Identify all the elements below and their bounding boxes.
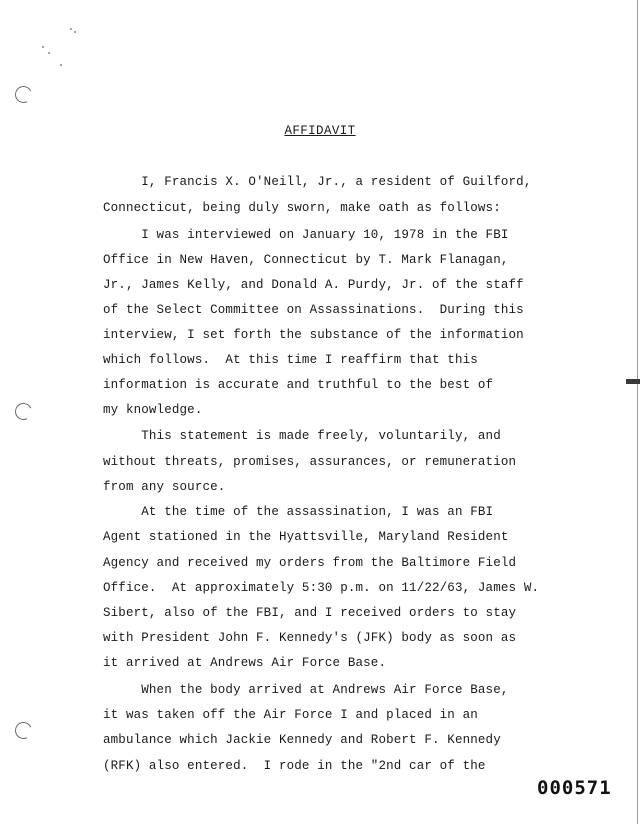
- text-line: Agency and received my orders from the Baltimore Field: [103, 556, 517, 570]
- text-line: Agent stationed in the Hyattsville, Maryland Resident: [103, 530, 509, 544]
- text-line: my knowledge.: [103, 403, 203, 417]
- scan-speck: [48, 52, 50, 54]
- document-title: AFFIDAVIT: [284, 124, 356, 138]
- text-line: I, Francis X. O'Neill, Jr., a resident of Guilford,: [103, 175, 532, 189]
- text-line: from any source.: [103, 480, 226, 494]
- text-line: When the body arrived at Andrews Air Force Base,: [103, 683, 509, 697]
- text-line: (RFK) also entered. I rode in the "2nd car of the: [103, 759, 486, 773]
- staple-mark: [626, 379, 640, 384]
- text-line: it was taken off the Air Force I and placed in an: [103, 708, 478, 722]
- text-line: This statement is made freely, voluntarily, and: [103, 429, 501, 443]
- scan-speck: [42, 46, 44, 48]
- text-line: of the Select Committee on Assassinations. During this: [103, 303, 524, 317]
- text-line: ambulance which Jackie Kennedy and Robert F. Kennedy: [103, 733, 501, 747]
- text-line: which follows. At this time I reaffirm that this: [103, 353, 478, 367]
- document-number: 000571: [537, 777, 612, 799]
- text-line: Office. At approximately 5:30 p.m. on 11/22/63, James W.: [103, 581, 540, 595]
- punch-hole-middle: [13, 401, 35, 423]
- text-line: I was interviewed on January 10, 1978 in the FBI: [103, 228, 509, 242]
- text-line: Connecticut, being duly sworn, make oath as follows:: [103, 201, 501, 215]
- text-line: Jr., James Kelly, and Donald A. Purdy, Jr. of the staff: [103, 278, 524, 292]
- text-line: At the time of the assassination, I was an FBI: [103, 505, 494, 519]
- scan-speck: [70, 28, 72, 30]
- text-line: interview, I set forth the substance of the information: [103, 328, 524, 342]
- scan-speck: [74, 31, 76, 33]
- punch-hole-top: [13, 84, 35, 106]
- punch-hole-bottom: [13, 720, 35, 742]
- text-line: Office in New Haven, Connecticut by T. Mark Flanagan,: [103, 253, 509, 267]
- text-line: with President John F. Kennedy's (JFK) body as soon as: [103, 631, 517, 645]
- text-line: Sibert, also of the FBI, and I received orders to stay: [103, 606, 517, 620]
- text-line: without threats, promises, assurances, or remuneration: [103, 455, 517, 469]
- scan-speck: [60, 64, 62, 66]
- text-line: it arrived at Andrews Air Force Base.: [103, 656, 387, 670]
- text-line: information is accurate and truthful to the best of: [103, 378, 494, 392]
